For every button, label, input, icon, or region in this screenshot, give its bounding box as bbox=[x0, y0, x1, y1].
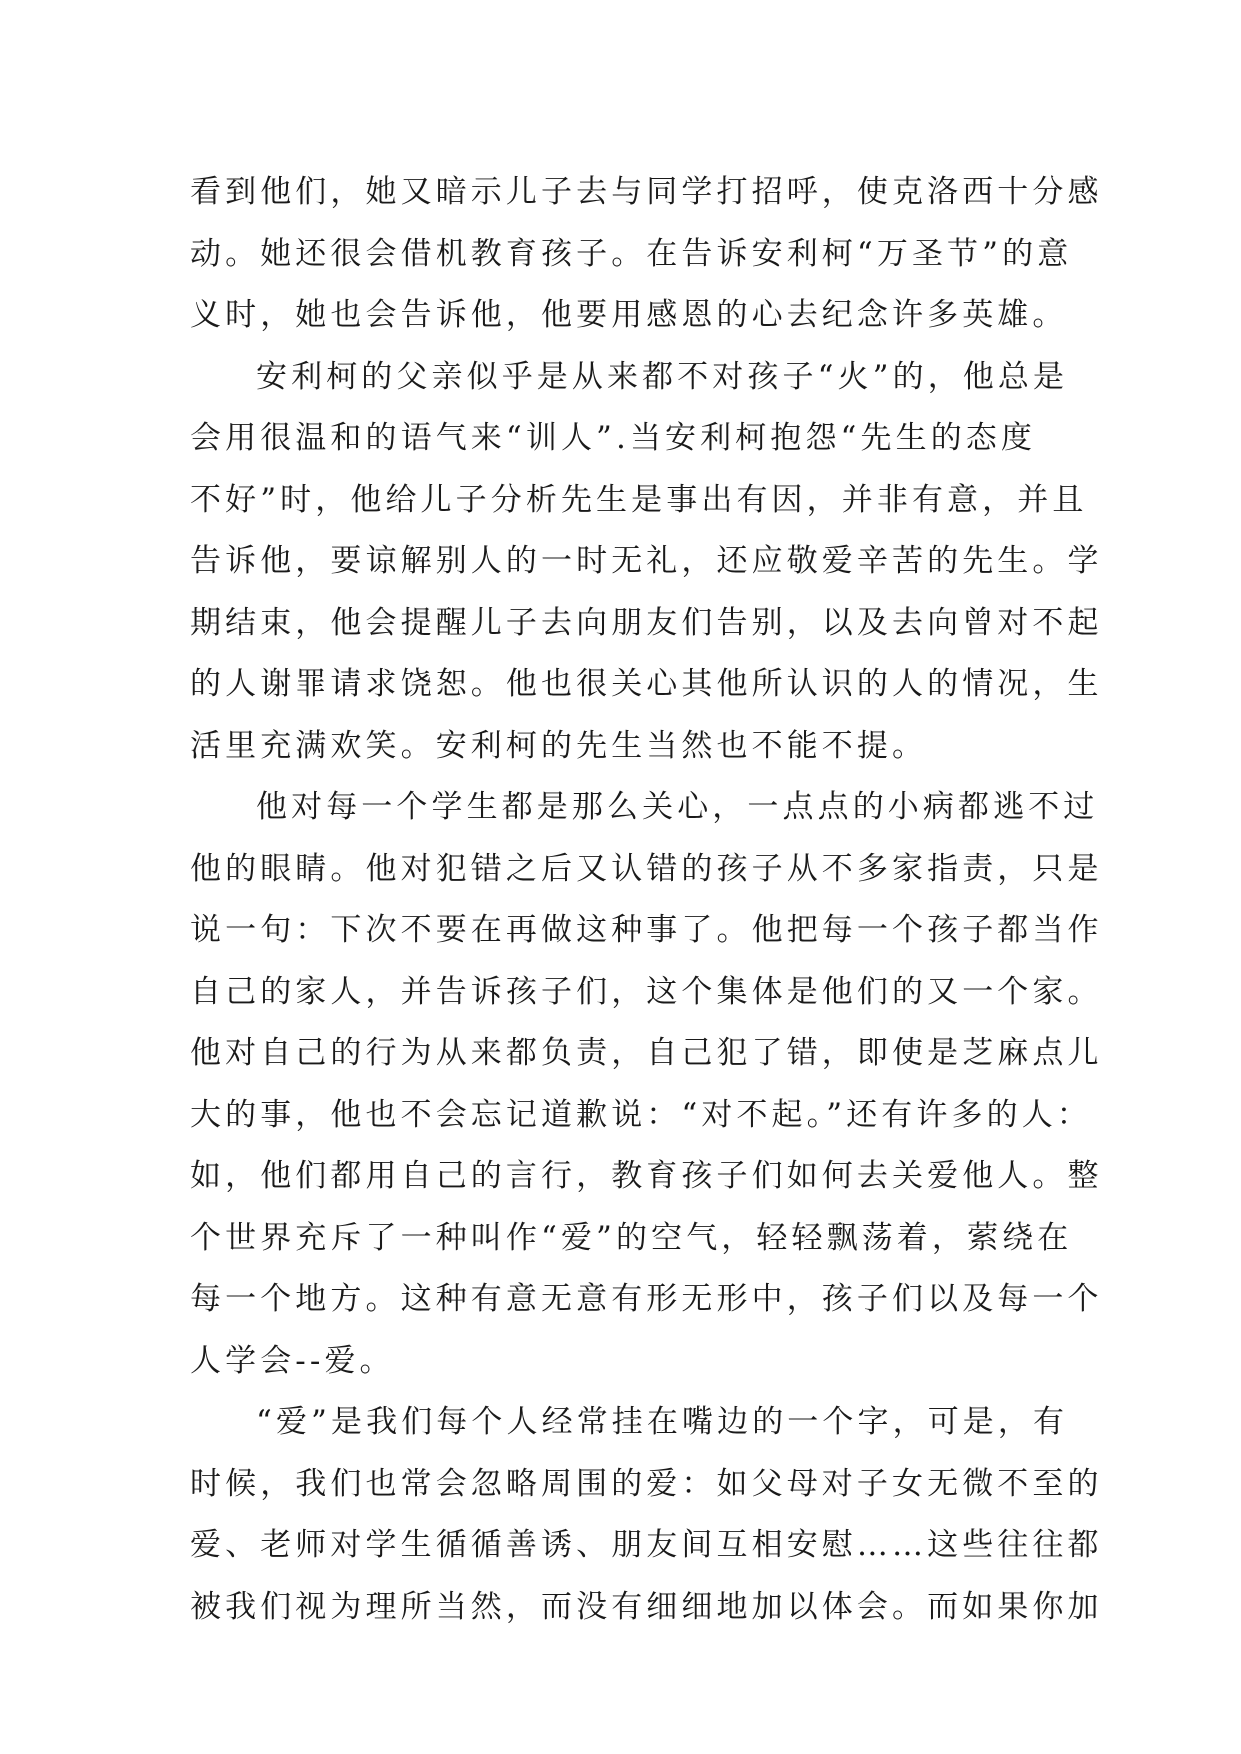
text-line: 义时，她也会告诉他，他要用感恩的心去纪念许多英雄。 bbox=[190, 297, 1068, 333]
text-line: 大的事，他也不会忘记道歉说：“对不起。”还有许多的人： bbox=[190, 1096, 1092, 1133]
text-line: 安利柯的父亲似乎是从来都不对孩子“火”的，他总是 bbox=[256, 358, 1069, 395]
body-text bbox=[190, 162, 1103, 1638]
paragraph-2 bbox=[190, 347, 1103, 778]
text-line: 爱、老师对学生循循善诱、朋友间互相安慰……这些往往都 bbox=[190, 1527, 1103, 1563]
paragraph-4 bbox=[190, 1392, 1103, 1638]
paragraph-3 bbox=[190, 777, 1103, 1392]
text-line: 期结束，他会提醒儿子去向朋友们告别，以及去向曾对不起 bbox=[190, 604, 1103, 641]
text-line: 每一个地方。这种有意无意有形无形中，孩子们以及每一个 bbox=[190, 1281, 1103, 1317]
text-line: 会用很温和的语气来“训人”.当安利柯抱怨“先生的态度 bbox=[190, 420, 1036, 456]
text-line: 自己的家人，并告诉孩子们，这个集体是他们的又一个家。 bbox=[190, 973, 1103, 1010]
text-line: 不好”时，他给儿子分析先生是事出有因，并非有意，并且 bbox=[190, 481, 1088, 518]
text-line: 时候，我们也常会忽略周围的爱：如父母对子女无微不至的 bbox=[190, 1465, 1103, 1502]
text-line: “爱”是我们每个人经常挂在嘴边的一个字，可是，有 bbox=[256, 1404, 1069, 1440]
text-line: 个世界充斥了一种叫作“爱”的空气，轻轻飘荡着，萦绕在 bbox=[190, 1219, 1073, 1256]
text-line: 如，他们都用自己的言行，教育孩子们如何去关爱他人。整 bbox=[190, 1158, 1103, 1194]
text-line: 活里充满欢笑。安利柯的先生当然也不能不提。 bbox=[190, 727, 928, 764]
text-line: 他对每一个学生都是那么关心，一点点的小病都逃不过 bbox=[256, 789, 1099, 825]
text-line: 被我们视为理所当然，而没有细细地加以体会。而如果你加 bbox=[190, 1588, 1103, 1625]
text-line: 看到他们，她又暗示儿子去与同学打招呼，使克洛西十分感 bbox=[190, 174, 1103, 210]
text-line: 人学会--爱。 bbox=[190, 1342, 395, 1379]
text-line: 动。她还很会借机教育孩子。在告诉安利柯“万圣节”的意 bbox=[190, 235, 1073, 272]
text-line: 他的眼睛。他对犯错之后又认错的孩子从不多家指责，只是 bbox=[190, 850, 1103, 887]
text-line: 的人谢罪请求饶恕。他也很关心其他所认识的人的情况，生 bbox=[190, 666, 1103, 702]
text-line: 他对自己的行为从来都负责，自己犯了错，即使是芝麻点儿 bbox=[190, 1035, 1103, 1071]
text-line: 说一句：下次不要在再做这种事了。他把每一个孩子都当作 bbox=[190, 912, 1103, 948]
text-line: 告诉他，要谅解别人的一时无礼，还应敬爱辛苦的先生。学 bbox=[190, 543, 1103, 579]
paragraph-1 bbox=[190, 162, 1103, 347]
